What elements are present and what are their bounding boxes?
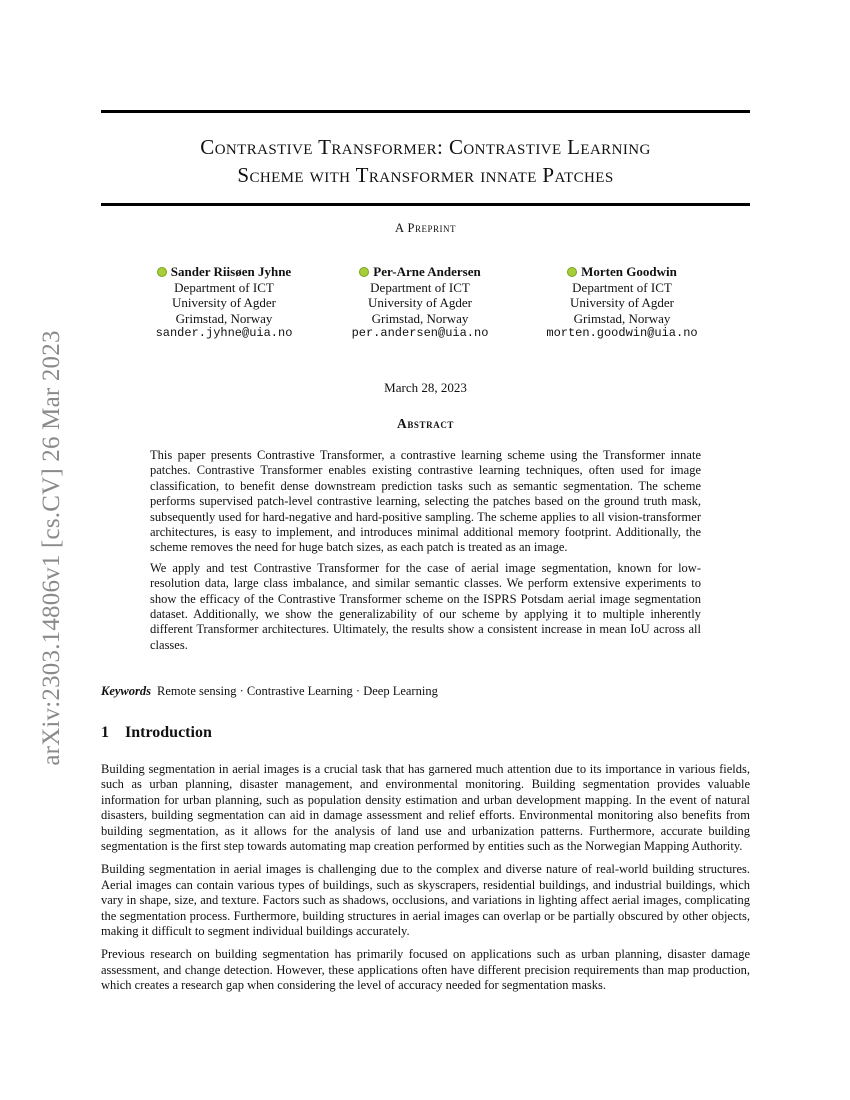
keywords-line (101, 684, 750, 699)
body-paragraph: Previous research on building segmentation has primarily focused on applications such as urban planning, disaster damage assessment, and change detection. However, these applications often have different precision requirements than map production, which creates a research gap when considering the level of accuracy needed for segmentation masks. (101, 947, 750, 993)
abstract-heading: Abstract (396, 416, 455, 431)
author-department: Department of ICT (174, 279, 274, 295)
author-city: Grimstad, Norway (371, 310, 469, 326)
title-top-rule (101, 110, 750, 113)
author-email[interactable]: sander.jyhne@uia.no (155, 326, 293, 340)
title-bottom-rule (101, 203, 750, 206)
author-name: Morten Goodwin (581, 264, 677, 279)
body-paragraph: Building segmentation in aerial images is a crucial task that has garnered much attention due to its importance in various fields, such as urban planning, disaster management, and environmental monitoring. Building segmentation provides valuable information for urban planning, such as population density estimation and urban development mapping. In the event of natural disasters, building segmentation can aid in damage assessment and relief efforts. Environmental monitoring also benefits from building segmentation, as it allows for the analysis of land use and urbanization patterns. Furthermore, accurate building segmentation is the first step towards automating map creation performed by entities such as the Norwegian Mapping Authority. (101, 762, 750, 854)
keywords-label: Keywords (101, 684, 151, 698)
author-university: University of Agder (570, 295, 674, 310)
author-email[interactable]: morten.goodwin@uia.no (546, 326, 698, 340)
abstract-body (150, 448, 701, 658)
paper-title (101, 133, 750, 189)
author-email[interactable]: per.andersen@uia.no (351, 326, 489, 340)
section-title: Introduction (125, 724, 212, 741)
author-city: Grimstad, Norway (175, 310, 273, 326)
section-body (101, 762, 750, 1002)
abstract-paragraph: This paper presents Contrastive Transformer, a contrastive learning scheme using the Transformer innate patches. Contrastive Transformer enables existing contrastive learning techniques, often used for image classification, to benefit dense downstream prediction tasks such as semantic segmentation. The scheme performs supervised patch-level contrastive learning, selecting the patches based on the ground truth mask, subsequently used for hard-negative and hard-positive sampling. The scheme applies to all vision-transformer architectures, is easy to implement, and introduces minimal additional memory footprint. Additionally, the scheme removes the need for huge batch sizes, as each patch is treated as an image. (150, 448, 701, 555)
author-block-3 (512, 264, 732, 342)
author-university: University of Agder (172, 295, 276, 310)
paper-title-line-1: Contrastive Transformer: Contrastive Learning (200, 135, 651, 159)
author-department: Department of ICT (572, 279, 672, 295)
author-department: Department of ICT (370, 279, 470, 295)
orcid-icon[interactable] (359, 267, 369, 277)
author-university: University of Agder (368, 295, 472, 310)
section-number: 1 (101, 724, 109, 741)
author-block-2 (310, 264, 530, 342)
abstract-paragraph: We apply and test Contrastive Transformer for the case of aerial image segmentation, known for low-resolution data, large class imbalance, and similar semantic classes. We perform extensive experiments to show the efficacy of the Contrastive Transformer scheme on the ISPRS Potsdam aerial image segmentation dataset. Additionally, we show the generalizability of our scheme by applying it to multiple inherently different Transformer architectures. Ultimately, the results show a consistent increase in mean IoU across all classes. (150, 560, 701, 652)
orcid-icon[interactable] (157, 267, 167, 277)
paper-title-line-2: Scheme with Transformer innate Patches (237, 163, 614, 187)
preprint-label: A Preprint (395, 221, 456, 235)
author-name: Sander Riisøen Jyhne (170, 264, 292, 279)
section-heading (101, 724, 212, 742)
keywords-text: Remote sensing · Contrastive Learning · Deep Learning (157, 684, 438, 698)
body-paragraph: Building segmentation in aerial images is challenging due to the complex and diverse nature of real-world building structures. Aerial images can contain various types of buildings, such as skyscrapers, residential buildings, and industrial buildings, which vary in shape, size, and texture. Factors such as shadows, occlusions, and variations in lighting affect aerial images, complicating the segmentation process. Furthermore, building structures in aerial images can overlap or be partially obscured by other objects, making it difficult to segment individual buildings accurately. (101, 862, 750, 939)
arxiv-identifier: arXiv:2303.14806v1 [cs.CV] 26 Mar 2023 (38, 330, 65, 766)
orcid-icon[interactable] (567, 267, 577, 277)
author-block-1 (114, 264, 334, 342)
author-name: Per-Arne Andersen (373, 264, 481, 279)
author-city: Grimstad, Norway (573, 310, 671, 326)
publication-date: March 28, 2023 (384, 380, 467, 395)
